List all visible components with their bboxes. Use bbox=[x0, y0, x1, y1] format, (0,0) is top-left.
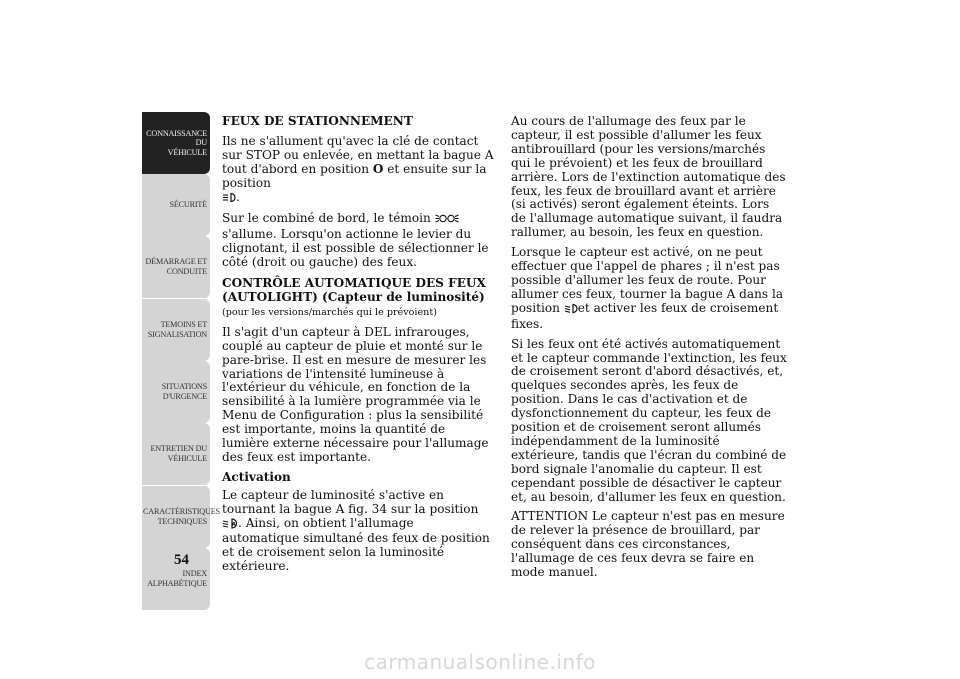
tab-label: INDEX ALPHABÉTIQUE bbox=[147, 569, 207, 588]
tab-securite[interactable] bbox=[142, 174, 210, 236]
tab-connaissance-du-vehicule[interactable] bbox=[142, 112, 210, 174]
heading-note: (pour les versions/marchés qui le prévoient) bbox=[222, 306, 437, 318]
tab-label: ENTRETIEN DU VÉHICULE bbox=[150, 444, 207, 463]
position-lights-indicator-icon bbox=[435, 213, 459, 228]
subheading-activation: Activation bbox=[222, 469, 291, 484]
text: Ils ne s'allument qu'avec la clé de contact sur STOP ou enlevée, en mettant la bague A tout d'abord en position bbox=[222, 133, 494, 176]
text: s'allume. Lorsqu'on actionne le levier du clignotant, il est possible de sélectionner le côté (droit ou gauche) des feux. bbox=[222, 227, 489, 270]
watermark: carmanualsonline.info bbox=[364, 650, 596, 674]
tab-label: SÉCURITÉ bbox=[169, 200, 207, 210]
svg-text:A: A bbox=[231, 521, 236, 528]
paragraph bbox=[511, 246, 787, 331]
paragraph: Il s'agit d'un capteur à DEL infrarouges, couplé au capteur de pluie et monté sur le pare-brise. Il est en mesure de mesurer les variations de l'intensité lumineuse à l'extérieur du véhicule, en fonction de la sensibilité à la lumière programmée via le Menu de Configuration : plus la sensibilité est importante, moins la quantité de lumière externe nécessaire pour l'allumage des feux est importante. bbox=[222, 324, 489, 464]
tab-caracteristiques-techniques[interactable] bbox=[142, 486, 220, 548]
tab-label: SITUATIONS D'URGENCE bbox=[161, 382, 207, 401]
parking-light-icon bbox=[222, 192, 236, 207]
tab-demarrage-et-conduite[interactable] bbox=[142, 236, 210, 298]
paragraph bbox=[222, 135, 494, 207]
text: et ensuite sur la position bbox=[222, 161, 487, 190]
page-number: 54 bbox=[174, 552, 189, 568]
paragraph: Si les feux ont été activés automatiquement et le capteur commande l'extinction, les feux de croisement seront d'abord désactivés, et, quelques secondes après, les feux de position. Dans le cas d'activation et de dysfonctionnement du capteur, les feux de position et de croisement seront allumés indépendamment de la luminosité extérieure, tandis que l'écran du combiné de bord signale l'anomalie du capteur. Il est cependant possible de désactiver le capteur et, au besoin, d'allumer les feux en question. bbox=[511, 336, 787, 504]
left-column bbox=[222, 115, 494, 580]
tab-entretien-du-vehicule[interactable] bbox=[142, 423, 210, 485]
heading-text: CONTRÔLE AUTOMATIQUE DES FEUX (AUTOLIGHT) (Capteur de luminosité) bbox=[222, 276, 486, 304]
low-beam-icon bbox=[564, 303, 578, 318]
text: . Ainsi, on obtient l'allumage automatique simultané des feux de position et de croisement selon la luminosité extérieure. bbox=[222, 515, 490, 574]
auto-light-icon bbox=[222, 518, 238, 533]
text: Lorsque le capteur est activé, on ne peut effectuer que l'appel de phares ; il n'est pas possible d'allumer les feux de route. Pour allumer ces feux, tourner la bague A dans la position bbox=[511, 245, 784, 315]
position-o: O bbox=[372, 161, 384, 176]
paragraph: Au cours de l'allumage des feux par le capteur, il est possible d'allumer les feux antibrouillard (pour les versions/marchés qui le prévoient) et les feux de brouillard arrière. Lors de l'extinction automatique des feux, les feux de brouillard avant et arrière (si activés) seront également éteints. Lors de l'allumage automatique suivant, il faudra rallumer, au besoin, les feux en question. bbox=[511, 114, 786, 240]
tab-label: CONNAISSANCE DU VÉHICULE bbox=[146, 128, 207, 157]
text: et activer les feux de croisement fixes. bbox=[511, 300, 779, 331]
chapter-tabs bbox=[142, 112, 220, 610]
tab-temoins-et-signalisation[interactable] bbox=[142, 299, 210, 361]
section-heading-autolight bbox=[222, 277, 494, 320]
tab-label: TEMOINS ET SIGNALISATION bbox=[147, 320, 207, 339]
paragraph bbox=[222, 489, 494, 574]
section-heading-parking-lights: FEUX DE STATIONNEMENT bbox=[222, 114, 413, 128]
text: . bbox=[236, 189, 240, 204]
tab-label: DÉMARRAGE ET CONDUITE bbox=[145, 257, 207, 276]
tab-situations-d-urgence[interactable] bbox=[142, 361, 210, 423]
text: Sur le combiné de bord, le témoin bbox=[222, 211, 435, 226]
text: Le capteur de luminosité s'active en tournant la bague A fig. 34 sur la position bbox=[222, 487, 479, 516]
paragraph: ATTENTION Le capteur n'est pas en mesure de relever la présence de brouillard, par conséquent dans ces circonstances, l'allumage de ces feux devra se faire en mode manuel. bbox=[511, 509, 785, 580]
right-column bbox=[511, 115, 787, 586]
paragraph bbox=[222, 212, 494, 270]
tab-label: CARACTÉRISTIQUES TECHNIQUES bbox=[143, 507, 220, 526]
